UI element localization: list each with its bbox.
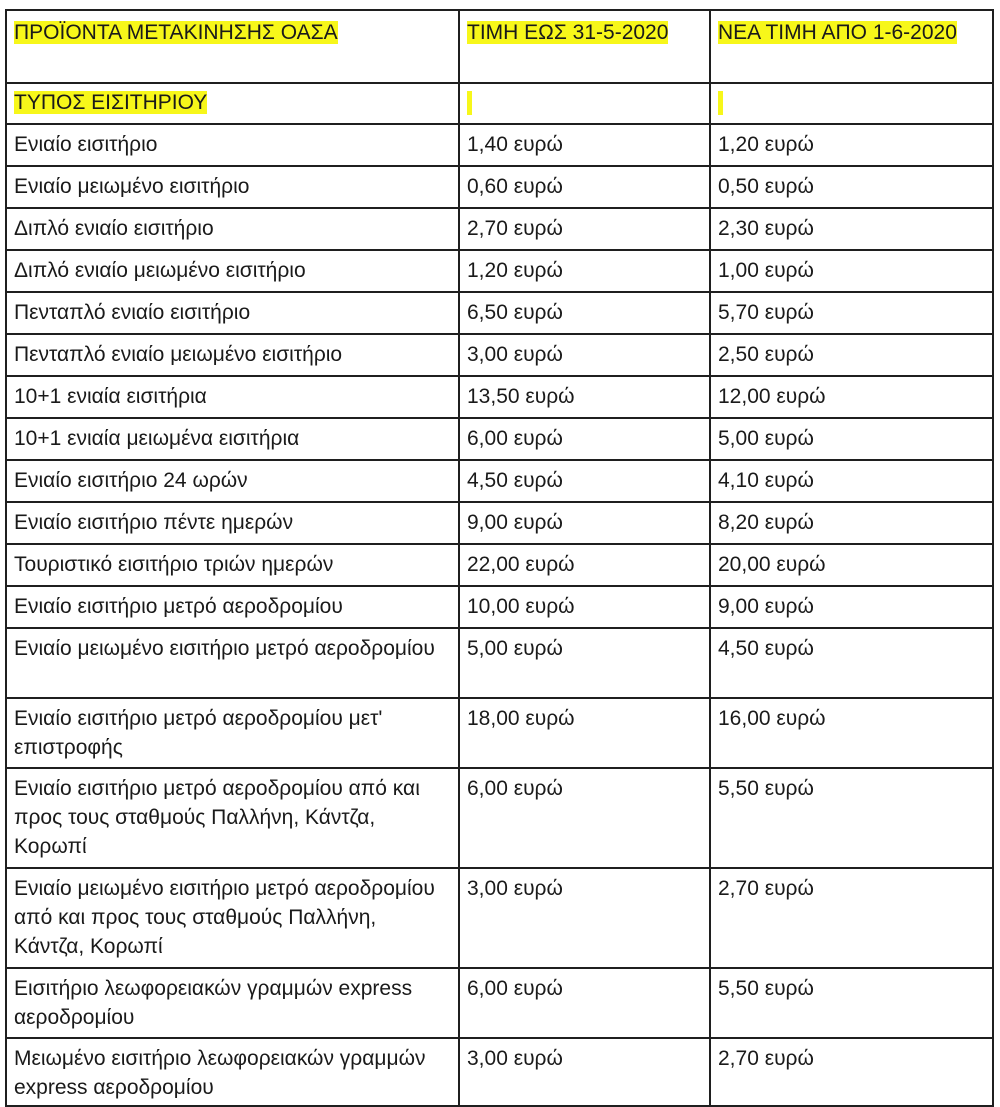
header-cell-old-price (459, 10, 710, 83)
ticket-name-cell: 10+1 ενιαία εισιτήρια (6, 376, 459, 418)
table-row (6, 292, 993, 334)
table-row (6, 208, 993, 250)
highlight-mark (718, 91, 723, 115)
table-row (6, 376, 993, 418)
new-price-cell: 5,50 ευρώ (710, 768, 993, 868)
new-price-cell: 2,70 ευρώ (710, 1038, 993, 1106)
ticket-name-cell: 10+1 ενιαία μειωμένα εισιτήρια (6, 418, 459, 460)
ticket-name-cell: Πενταπλό ενιαίο μειωμένο εισιτήριο (6, 334, 459, 376)
ticket-name-cell: Ενιαίο εισιτήριο πέντε ημερών (6, 502, 459, 544)
ticket-name-cell: Ενιαίο εισιτήριο 24 ωρών (6, 460, 459, 502)
new-price-cell: 0,50 ευρώ (710, 166, 993, 208)
fare-table (5, 9, 994, 1107)
highlight-mark (467, 91, 472, 115)
old-price-cell: 0,60 ευρώ (459, 166, 710, 208)
table-row (6, 628, 993, 698)
new-price-cell: 4,10 ευρώ (710, 460, 993, 502)
old-price-cell: 13,50 ευρώ (459, 376, 710, 418)
header-cell-new-price (710, 10, 993, 83)
table-row (6, 124, 993, 166)
new-price-cell: 2,30 ευρώ (710, 208, 993, 250)
new-price-cell: 2,50 ευρώ (710, 334, 993, 376)
ticket-name-cell: Ενιαίο εισιτήριο μετρό αεροδρομίου (6, 586, 459, 628)
new-price-cell: 5,50 ευρώ (710, 968, 993, 1038)
table-row (6, 698, 993, 768)
ticket-name-cell: Ενιαίο μειωμένο εισιτήριο μετρό αεροδρομίου (6, 628, 459, 698)
old-price-cell: 3,00 ευρώ (459, 868, 710, 968)
ticket-name-cell: Πενταπλό ενιαίο εισιτήριο (6, 292, 459, 334)
old-price-cell: 3,00 ευρώ (459, 1038, 710, 1106)
table-row (6, 250, 993, 292)
subheader-type-label: ΤΥΠΟΣ ΕΙΣΙΤΗΡΙΟΥ (14, 91, 208, 114)
new-price-cell: 16,00 ευρώ (710, 698, 993, 768)
table-row (6, 544, 993, 586)
ticket-name-cell: Ενιαίο μειωμένο εισιτήριο μετρό αεροδρομίου από και προς τους σταθμούς Παλλήνη, Κάντζα, Κορωπί (6, 868, 459, 968)
ticket-name-cell: Μειωμένο εισιτήριο λεωφορειακών γραμμών express αεροδρομίου (6, 1038, 459, 1106)
old-price-cell: 9,00 ευρώ (459, 502, 710, 544)
old-price-cell: 10,00 ευρώ (459, 586, 710, 628)
subheader-cell-type (6, 83, 459, 124)
header-cell-product (6, 10, 459, 83)
header-row (6, 10, 993, 83)
old-price-cell: 6,00 ευρώ (459, 418, 710, 460)
subheader-cell-old (459, 83, 710, 124)
old-price-cell: 18,00 ευρώ (459, 698, 710, 768)
table-row (6, 166, 993, 208)
new-price-cell: 12,00 ευρώ (710, 376, 993, 418)
old-price-cell: 5,00 ευρώ (459, 628, 710, 698)
new-price-cell: 8,20 ευρώ (710, 502, 993, 544)
new-price-cell: 1,00 ευρώ (710, 250, 993, 292)
ticket-name-cell: Εισιτήριο λεωφορειακών γραμμών express αεροδρομίου (6, 968, 459, 1038)
new-price-cell: 2,70 ευρώ (710, 868, 993, 968)
new-price-cell: 5,00 ευρώ (710, 418, 993, 460)
table-row (6, 968, 993, 1038)
old-price-cell: 6,00 ευρώ (459, 968, 710, 1038)
subheader-row (6, 83, 993, 124)
ticket-name-cell: Ενιαίο εισιτήριο μετρό αεροδρομίου μετ' επιστροφής (6, 698, 459, 768)
table-row (6, 768, 993, 868)
table-row (6, 460, 993, 502)
ticket-name-cell: Ενιαίο εισιτήριο (6, 124, 459, 166)
header-old-price: ΤΙΜΗ ΕΩΣ 31-5-2020 (467, 21, 669, 44)
table-row (6, 502, 993, 544)
table-row (6, 868, 993, 968)
old-price-cell: 2,70 ευρώ (459, 208, 710, 250)
new-price-cell: 5,70 ευρώ (710, 292, 993, 334)
old-price-cell: 4,50 ευρώ (459, 460, 710, 502)
table-row (6, 586, 993, 628)
ticket-name-cell: Ενιαίο εισιτήριο μετρό αεροδρομίου από και προς τους σταθμούς Παλλήνη, Κάντζα, Κορωπί (6, 768, 459, 868)
old-price-cell: 6,00 ευρώ (459, 768, 710, 868)
new-price-cell: 1,20 ευρώ (710, 124, 993, 166)
header-product: ΠΡΟΪΟΝΤΑ ΜΕΤΑΚΙΝΗΣΗΣ ΟΑΣΑ (14, 21, 338, 44)
table-row (6, 334, 993, 376)
new-price-cell: 9,00 ευρώ (710, 586, 993, 628)
ticket-name-cell: Διπλό ενιαίο εισιτήριο (6, 208, 459, 250)
old-price-cell: 6,50 ευρώ (459, 292, 710, 334)
old-price-cell: 1,40 ευρώ (459, 124, 710, 166)
subheader-cell-new (710, 83, 993, 124)
old-price-cell: 22,00 ευρώ (459, 544, 710, 586)
new-price-cell: 20,00 ευρώ (710, 544, 993, 586)
new-price-cell: 4,50 ευρώ (710, 628, 993, 698)
header-new-price: ΝΕΑ ΤΙΜΗ ΑΠΟ 1-6-2020 (718, 21, 957, 44)
old-price-cell: 1,20 ευρώ (459, 250, 710, 292)
old-price-cell: 3,00 ευρώ (459, 334, 710, 376)
ticket-name-cell: Διπλό ενιαίο μειωμένο εισιτήριο (6, 250, 459, 292)
ticket-name-cell: Τουριστικό εισιτήριο τριών ημερών (6, 544, 459, 586)
table-row (6, 418, 993, 460)
table-row (6, 1038, 993, 1106)
ticket-name-cell: Ενιαίο μειωμένο εισιτήριο (6, 166, 459, 208)
